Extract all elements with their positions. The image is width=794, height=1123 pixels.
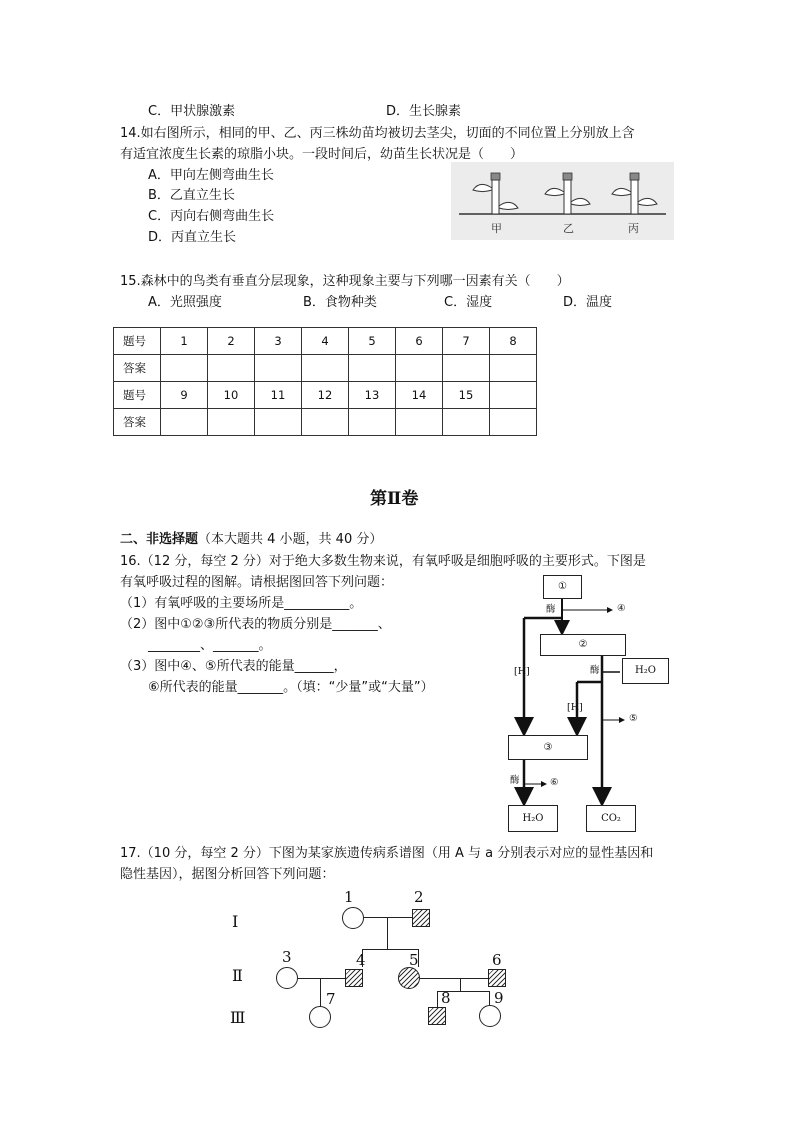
- pedigree-chart: [220, 890, 540, 1040]
- q15-option-a: A．光照强度: [148, 295, 222, 310]
- answer-cell[interactable]: [490, 355, 537, 382]
- generation-label-2: Ⅱ: [232, 966, 243, 985]
- question-number-cell: 4: [302, 328, 349, 355]
- respiration-diagram: [500, 570, 680, 832]
- q13-option-d: D．生长腺素: [386, 104, 462, 119]
- q14-option-c: C．丙向右侧弯曲生长: [148, 209, 275, 224]
- member-number-3: 3: [282, 948, 292, 966]
- answer-cell[interactable]: [396, 409, 443, 436]
- table-row: [114, 409, 537, 436]
- member-number-5: 5: [409, 951, 419, 969]
- q15-stem: 15.森林中的鸟类有垂直分层现象，这种现象主要与下列哪一因素有关（ ）: [120, 274, 570, 289]
- sibship-drop-9: [489, 991, 490, 1005]
- question-number-cell: 9: [161, 382, 208, 409]
- q16-stem-line2: 有氧呼吸过程的图解。请根据图回答下列问题：: [120, 575, 394, 590]
- q17-stem-line2: 隐性基因），据图分析回答下列问题：: [120, 867, 335, 882]
- diagram-h2o-output: H₂O: [508, 805, 558, 832]
- q14-stem-line2: 有适宜浓度生长素的琼脂小块。一段时间后，幼苗生长状况是（ ）: [120, 147, 524, 162]
- q13-option-c: C．甲状腺激素: [148, 104, 236, 119]
- table-row: [114, 328, 537, 355]
- diagram-box-3: ③: [508, 735, 588, 760]
- answer-cell[interactable]: [161, 355, 208, 382]
- q14-option-a: A．甲向左侧弯曲生长: [148, 168, 274, 183]
- seedling-yi: [545, 173, 590, 214]
- answer-cell[interactable]: [255, 409, 302, 436]
- seedling-jia: [473, 173, 518, 214]
- q16-sub3b: ⑥所代表的能量_______。（填：“少量”或“大量”）: [148, 680, 434, 695]
- h-label-1: [H]: [514, 666, 530, 677]
- member-number-4: 4: [356, 951, 366, 969]
- answer-cell[interactable]: [349, 409, 396, 436]
- member-number-7: 7: [326, 990, 336, 1008]
- question-number-cell: 11: [255, 382, 302, 409]
- question-number-cell: 7: [443, 328, 490, 355]
- member-6-male-affected: [488, 969, 506, 987]
- diagram-box-2: ②: [540, 634, 626, 656]
- member-9-female: [479, 1005, 501, 1027]
- question-number-cell: 8: [490, 328, 537, 355]
- answer-table: [113, 327, 537, 436]
- answer-cell[interactable]: [490, 409, 537, 436]
- member-number-2: 2: [414, 888, 424, 906]
- section-title: 第Ⅱ卷: [370, 489, 419, 509]
- q16-sub2b: ________、_______。: [148, 638, 272, 653]
- question-number-cell: 3: [255, 328, 302, 355]
- seedling-figure-svg: [451, 162, 674, 240]
- member-5-female-affected: [398, 967, 420, 989]
- answer-cell[interactable]: [396, 355, 443, 382]
- question-number-cell: 1: [161, 328, 208, 355]
- energy-5-label: ⑤: [629, 713, 638, 724]
- diagram-co2-output: CO₂: [586, 805, 636, 832]
- answer-cell[interactable]: [208, 409, 255, 436]
- energy-4-label: ④: [617, 603, 626, 614]
- diagram-box-1: ①: [543, 575, 582, 599]
- table-header-cell: 题号: [114, 328, 161, 355]
- member-2-male-affected: [412, 909, 430, 927]
- answer-cell[interactable]: [255, 355, 302, 382]
- q16-sub3a: （3）图中④、⑤所代表的能量______，: [120, 659, 347, 674]
- enzyme-label-2: 酶: [590, 665, 600, 676]
- energy-6-label: ⑥: [550, 777, 559, 788]
- table-header-cell: 题号: [114, 382, 161, 409]
- enzyme-label-3: 酶: [510, 775, 520, 786]
- table-header-cell: 答案: [114, 409, 161, 436]
- descent-line-1: [387, 918, 388, 950]
- member-4-male-affected: [345, 969, 363, 987]
- sibship-drop-8: [437, 991, 438, 1007]
- member-number-9: 9: [494, 989, 504, 1007]
- question-number-cell: 10: [208, 382, 255, 409]
- section2-heading-bold: 二、非选择题: [120, 532, 199, 547]
- answer-cell[interactable]: [302, 409, 349, 436]
- question-number-cell: 6: [396, 328, 443, 355]
- question-number-cell: 14: [396, 382, 443, 409]
- question-number-cell: 2: [208, 328, 255, 355]
- table-header-cell: 答案: [114, 355, 161, 382]
- member-number-8: 8: [441, 989, 451, 1007]
- descent-line-2: [460, 978, 461, 992]
- q14-stem-line1: 14.如右图所示，相同的甲、乙、丙三株幼苗均被切去茎尖，切面的不同位置上分别放上含: [120, 126, 635, 141]
- seedling-bing: [612, 173, 657, 214]
- member-1-female: [342, 907, 364, 929]
- member-8-male-affected: [428, 1007, 446, 1025]
- answer-cell[interactable]: [443, 355, 490, 382]
- q14-option-b: B．乙直立生长: [148, 188, 235, 203]
- table-row: [114, 355, 537, 382]
- q15-option-b: B．食物种类: [303, 295, 377, 310]
- question-number-cell: 5: [349, 328, 396, 355]
- seedling-label-yi: 乙: [563, 222, 574, 235]
- seedling-figure: [451, 162, 674, 240]
- marriage-line-3: [420, 978, 488, 979]
- respiration-diagram-lines: [500, 570, 680, 832]
- question-number-cell: 15: [443, 382, 490, 409]
- descent-line-7: [320, 978, 321, 1008]
- q16-sub1: （1）有氧呼吸的主要场所是__________。: [120, 596, 363, 611]
- section2-heading: [120, 528, 382, 547]
- q15-option-d: D．温度: [563, 295, 613, 310]
- generation-label-3: Ⅲ: [230, 1008, 246, 1027]
- q15-option-c: C．湿度: [444, 295, 493, 310]
- q17-stem-line1: 17.（10 分，每空 2 分）下图为某家族遗传病系谱图（用 A 与 a 分别表示对应的显性基因和: [120, 846, 654, 861]
- answer-cell[interactable]: [302, 355, 349, 382]
- enzyme-label-1: 酶: [546, 604, 556, 615]
- answer-cell[interactable]: [208, 355, 255, 382]
- table-row: [114, 382, 537, 409]
- q14-option-d: D．丙直立生长: [148, 230, 237, 245]
- member-number-6: 6: [492, 951, 502, 969]
- marriage-line-2: [298, 978, 345, 979]
- answer-cell[interactable]: [349, 355, 396, 382]
- h-label-2: [H]: [567, 702, 583, 713]
- diagram-h2o-input: H₂O: [622, 658, 669, 684]
- member-3-female: [276, 967, 298, 989]
- question-number-cell: [490, 382, 537, 409]
- answer-cell[interactable]: [161, 409, 208, 436]
- member-number-1: 1: [344, 888, 354, 906]
- member-7-female: [309, 1006, 331, 1028]
- seedling-label-bing: 丙: [628, 222, 639, 235]
- q16-stem-line1: 16.（12 分，每空 2 分）对于绝大多数生物来说，有氧呼吸是细胞呼吸的主要形式。下图是: [120, 554, 646, 569]
- question-number-cell: 13: [349, 382, 396, 409]
- q16-sub2a: （2）图中①②③所代表的物质分别是_______、: [120, 617, 391, 632]
- seedling-label-jia: 甲: [491, 222, 502, 235]
- question-number-cell: 12: [302, 382, 349, 409]
- answer-cell[interactable]: [443, 409, 490, 436]
- section2-heading-rest: （本大题共 4 小题，共 40 分）: [198, 532, 383, 547]
- generation-label-1: Ⅰ: [232, 912, 239, 931]
